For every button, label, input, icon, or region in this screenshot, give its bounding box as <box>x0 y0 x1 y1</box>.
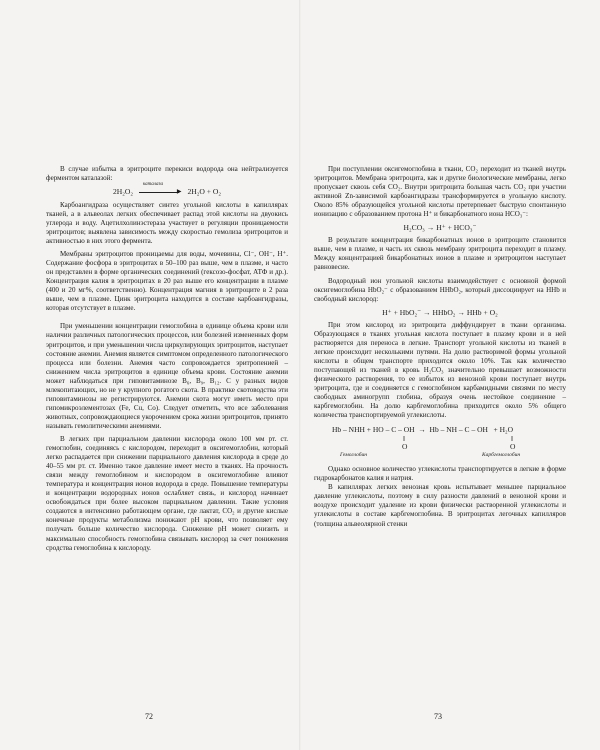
double-bond-icon: ‖ <box>511 434 514 444</box>
carbhemoglobin-formula <box>332 425 566 463</box>
paragraph: Карбоангидраза осуществляет синтез угольной кислоты в капиллярах тканей, а в альвеолах легких обеспечивает распад этой кислоты на двуокись углерода и воду. Ацетилхолинэстераза участвует в регуляции проницаемости эритроцитов; выявлена зависимость между скоростью гемолиза эритроцитов и активностью в них этого фермента. <box>46 200 288 246</box>
double-bond-icon: ‖ <box>403 434 406 444</box>
formula-label: Гемоглобин <box>340 452 367 459</box>
oxygen-atom-icon: O <box>402 442 408 452</box>
equation-rhs: 2H₂O + O₂ <box>187 187 222 197</box>
paragraph: В случае избытка в эритроците перекиси водорода она нейтрализуется ферментом каталазой: <box>46 165 288 183</box>
reaction-arrow <box>139 182 182 197</box>
paragraph: Мембраны эритроцитов проницаемы для воды, мочевины, Cl⁻, OH⁻, H⁺. Содержание фосфора в эритроцитах в 50–100 раз выше, чем в плазме, и часто он представлен в форме органических соединений (гексозо-фосфат, АТФ и др.). Концентрация калия в эритроцитах в 20 раз выше его концентрации в плазме (400 и 20 мг%, соответственно). Концентрация магния в эритроците в 2 раза выше, чем в плазме. Цинк эритроцита находится в составе карбоангидразы, которая отсутствует в плазме. <box>46 250 288 313</box>
formula-label: Карбгемоглобин <box>482 452 521 459</box>
carbonic-acid-equation: H₂CO₃ → H⁺ + HCO₃⁻ <box>403 223 477 233</box>
catalase-equation <box>46 182 288 197</box>
paragraph: В результате концентрация бикарбонатных ионов в эритроците становится выше, чем в плазме, и часть их сквозь мембрану эритроцита переходит в плазму. Между концентрацией бикарбонатных ионов в плазме и эритроцитом наступает равновесие. <box>314 236 566 272</box>
page-number: 72 <box>145 712 153 721</box>
right-page <box>300 0 600 750</box>
arrow-line <box>139 192 179 193</box>
page-number: 73 <box>434 712 442 721</box>
paragraph: При поступлении оксигемоглобина в ткани, CO₂ переходит из тканей внутрь эритроцитов. Мембрана эритроцита, как и другие биологические мембраны, легко пропускает сквозь себя CO₂. Внутри эритроцита большая часть CO₂ при участии активной Zn-зависимой карбоангидразы трансформируется в угольную кислоту. Около 85% образующейся угольной кислоты претерпевает быструю спонтанную ионизацию с образованием протона H⁺ и бикарбонатного иона HCO₃⁻: <box>314 165 566 219</box>
formula-row: Hb – NHH + HO – C – OH → Hb – NH – C – OH + H₂O <box>332 425 514 435</box>
oxygen-atom-icon: O <box>510 442 516 452</box>
paragraph: При уменьшении концентрации гемоглобина в единице объема крови или наличии различных патологических процессов, или болезней измененных форм эритроцитов, и при уменьшении числа циркулирующих эритроцитов, наступает состояние анемии. Анемия является симптомом определенного патологического процесса или болезни. Анемия часто сопровождается эритропенией – снижением числа эритроцитов в единице объема крови. Состояние анемии может наблюдаться при гиповитаминозе B₆, B₉, B₁₂. С у разных видов млекопитающих, но не у крупного рогатого скота. В практике скотоводства эти гиповитаминозы не регистрируются. Анемии скота могут иметь место при гипомикроэлементозах (Fe, Cu, Co). Следует отметить, что все заболевания животных, сопровождающиеся укорочением срока жизни эритроцитов, принято называть гемолитическими анемиями. <box>46 322 288 430</box>
arrow-head-icon: ▶ <box>176 188 182 195</box>
paragraph: В капиллярах легких венозная кровь испытывает меньшее парциальное давление углекислоты, поэтому в силу разности давлений в венозной крови и воздухе происходит удаление из крови физически растворенной углекислоты и углекислоты в составе карбгемоглобина. В эритроцитах легочных капилляров (толщина альвеолярной стенки <box>314 483 566 528</box>
paragraph: Однако основное количество углекислоты транспортируется в легкие в форме гидрокарбонатов калия и натрия. <box>314 465 566 483</box>
oxyhemoglobin-equation: H⁺ + HbO₂⁻ → HHbO₂ → HHb + O₂ <box>382 307 498 317</box>
arrow-label: каталаза <box>142 182 163 188</box>
paragraph: Водородный ион угольной кислоты взаимодействует с основной формой оксигемоглобина HbO₂⁻ с образованием HHbO₂, который диссоциирует на HHb и свободный кислород: <box>314 276 566 303</box>
paragraph: При этом кислород из эритроцита диффундирует в ткани организма. Образующаяся в тканях угольная кислота поступает в плазму крови и в ней растворяется для переноса в легкие. Транспорт угольной кислоты из тканей в легкие происходит несколькими путями. На долю растворимой формы угольной кислоты в общем транспорте приходится около 10%. Так как количество поступающей из тканей в кровь H₂CO₃ значительно превышает возможности физического растворения, то ее избыток из венозной крови поступает внутрь эритроцита, где и соединяется с гемоглобином карбамидными связями по месту свободных аминогрупп глобина, образуя очень нестойкое соединение – карбгемоглобин. На долю карбгемоглобина приходится около 5% общего количества транспортируемой углекислоты. <box>314 320 566 420</box>
paragraph: В легких при парциальном давлении кислорода около 100 мм рт. ст. гемоглобин, соединяясь с кислородом, переходит в оксигемоглобин, который легко распадается при снижении парциального давления кислорода в среде до 40–55 мм рт. ст. Именно такое давление имеет место в тканях. На прочность связи между гемоглобином и кислородом в оксигемоглобине влияют температура и концентрация ионов водорода в среде. Повышение температуры и концентрации водородных ионов ослабляет связь, и кислород начинает освобождаться при более высоком парциальном давлении. Такие условия создаются в интенсивно работающем органе, где лактат, CO₂ и другие кислые конечные продукты метаболизма понижают pH крови, что позволяет ему получать больше количество кислорода. Снижение pH может снизить и максимально способность гемоглобина связывать кислород за счет понижения сродства гемоглобина к кислороду. <box>46 434 288 552</box>
equation-lhs: 2H₂O₂ <box>112 187 133 197</box>
